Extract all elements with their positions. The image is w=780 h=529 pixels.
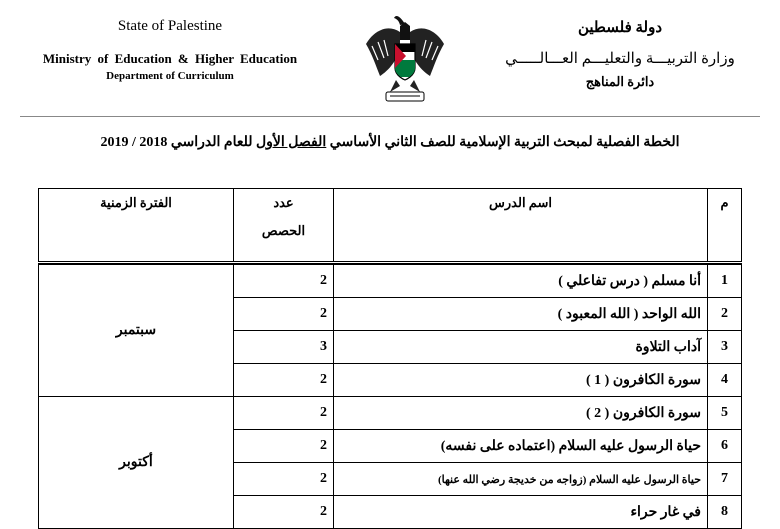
lesson-name: آداب التلاوة: [334, 331, 708, 364]
header-arabic: [470, 14, 770, 90]
lesson-name: في غار حراء: [334, 496, 708, 529]
header-count-line1: عدد: [273, 195, 294, 210]
lesson-name: الله الواحد ( الله المعبود ): [334, 298, 708, 331]
row-number: 7: [708, 463, 742, 496]
plan-title-main: الخطة الفصلية لمبحث التربية الإسلامية للصف الثاني الأساسي: [329, 135, 680, 150]
period-october: أكتوبر: [39, 397, 234, 529]
lesson-name: سورة الكافرون ( 1 ): [334, 364, 708, 397]
lesson-count: 2: [234, 298, 334, 331]
row-number: 8: [708, 496, 742, 529]
lesson-name: حياة الرسول عليه السلام (اعتماده على نفسه): [334, 430, 708, 463]
ministry-name-en: Ministry of Education & Higher Education: [42, 51, 298, 66]
table-row: [39, 265, 742, 298]
plan-title: [60, 134, 720, 151]
palestine-eagle-emblem-icon: [360, 10, 450, 110]
lesson-count: 3: [234, 331, 334, 364]
lesson-plan-table: [38, 188, 742, 529]
plan-title-semester: الفصل الأول: [256, 135, 327, 150]
lesson-count: 2: [234, 430, 334, 463]
row-number: 6: [708, 430, 742, 463]
header-time-period: الفترة الزمنية: [39, 189, 234, 263]
header-divider: [20, 116, 760, 117]
header-lesson-name: اسم الدرس: [334, 189, 708, 263]
row-number: 5: [708, 397, 742, 430]
row-number: 1: [708, 265, 742, 298]
lesson-count: 2: [234, 496, 334, 529]
header-count-line2: الحصص: [261, 223, 306, 238]
plan-title-year: للعام الدراسي 2018 / 2019: [100, 135, 253, 150]
department-name-ar: دائرة المناهج: [585, 74, 655, 89]
table-header-row: [39, 189, 742, 263]
state-name-en: State of Palestine: [117, 18, 223, 34]
lesson-count: 2: [234, 265, 334, 298]
lesson-name: أنا مسلم ( درس تفاعلي ): [334, 265, 708, 298]
row-number: 4: [708, 364, 742, 397]
lesson-name: حياة الرسول عليه السلام (زواجه من خديجة رضي الله عنها): [334, 463, 708, 496]
header-lesson-count: [234, 189, 334, 263]
department-name-en: Department of Curriculum: [106, 70, 234, 82]
ministry-name-ar: وزارة التربيـــة والتعليـــم العـــالـــــي: [505, 51, 735, 67]
header-english: [0, 14, 340, 82]
table-row: [39, 397, 742, 430]
lesson-count: 2: [234, 364, 334, 397]
row-number: 2: [708, 298, 742, 331]
header-number: م: [708, 189, 742, 263]
period-september: سبتمبر: [39, 265, 234, 397]
row-number: 3: [708, 331, 742, 364]
lesson-count: 2: [234, 463, 334, 496]
lesson-count: 2: [234, 397, 334, 430]
lesson-name: سورة الكافرون ( 2 ): [334, 397, 708, 430]
state-name-ar: دولة فلسطين: [577, 20, 663, 36]
